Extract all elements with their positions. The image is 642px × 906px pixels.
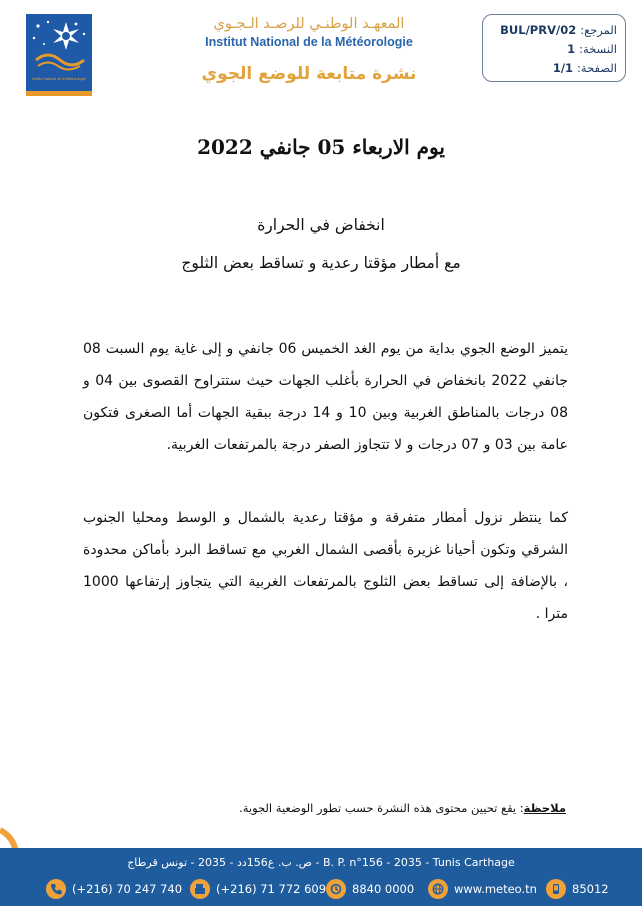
contact-hotline[interactable]	[326, 876, 414, 902]
website-url: www.meteo.tn	[454, 882, 537, 896]
ref-label: المرجع:	[580, 23, 617, 37]
hotline-number: 8840 0000	[352, 882, 415, 896]
sms-number: 85012	[572, 882, 609, 896]
copy-label: النسخة:	[579, 42, 617, 56]
note-label: ملاحظة	[523, 801, 566, 815]
sms-icon	[546, 879, 566, 899]
contact-sms[interactable]	[546, 876, 609, 902]
note-text: : يقع تحيين محتوى هذه النشرة حسب تطور الوضعية الجوية.	[239, 801, 524, 815]
fax-icon	[190, 879, 210, 899]
globe-icon	[428, 879, 448, 899]
footer-address: ص. ب. ع156دد - 2035 - تونس قرطاج - B. P. n°156 - 2035 - Tunis Carthage	[127, 856, 515, 869]
bulletin-title: نشرة متابعة للوضع الجوي	[201, 64, 417, 84]
forecast-paragraph-temperature: يتميز الوضع الجوي بداية من يوم الغد الخميس 06 جانفي و إلى غاية يوم السبت 08 جانفي 2022 بانخفاض في الحرارة بأغلب الجهات حيث ستتراوح القصوى بين 04 و 08 درجات بالمناطق الغربية وبين 10 و 14 درجة ببقية الجهات أما الصغرى فتكون عامة بين 03 و 07 درجات و لا تتجاوز الصفر درجة بالمرتفعات الغربية.	[83, 341, 568, 453]
copy-value: 1	[567, 42, 576, 56]
footer-contacts	[0, 876, 642, 902]
logo-caption: Institut National de la Météorologie	[32, 77, 86, 81]
subtitle-temperature: انخفاض في الحرارة	[257, 216, 385, 234]
date-title: يوم الاربعاء 05 جانفي 2022	[197, 135, 445, 159]
contact-fax[interactable]	[190, 876, 326, 902]
subtitle-rain-snow: مع أمطار مؤقتا رعدية و تساقط بعض الثلوج	[181, 254, 461, 272]
institute-name	[190, 14, 428, 50]
ref-value: BUL/PRV/02	[500, 23, 577, 37]
hotline-icon	[326, 879, 346, 899]
copy-row	[491, 40, 617, 59]
phone-number: (+216) 70 247 740	[72, 882, 183, 896]
institute-name-ar: المعهـد الوطنـي للرصـد الـجـوي	[213, 16, 405, 32]
footer	[0, 848, 642, 906]
phone-icon	[46, 879, 66, 899]
contact-website[interactable]	[428, 876, 537, 902]
page-row	[491, 59, 617, 78]
page-value: 1/1	[552, 61, 574, 75]
fax-number: (+216) 71 772 609	[216, 882, 327, 896]
logo-emblem-icon	[26, 14, 92, 76]
institute-logo	[26, 14, 92, 96]
forecast-paragraph-precipitation: كما ينتظر نزول أمطار متفرقة و مؤقتا رعدية بالشمال و الوسط ومحليا الجنوب الشرقي وتكون أحيانا غزيرة بأقصى الشمال الغربي مع تساقط البرد بأماكن محدودة ، بالإضافة إلى تساقط بعض الثلوج بالمرتفعات الغربية التي يتجاوز إرتفاعها 1000 مترا .	[83, 510, 568, 622]
ref-row	[491, 21, 617, 40]
reference-box	[482, 14, 626, 82]
page-label: الصفحة:	[577, 61, 617, 75]
institute-name-fr: Institut National de la Météorologie	[205, 35, 413, 49]
contact-phone[interactable]	[46, 876, 182, 902]
update-note	[200, 801, 566, 815]
